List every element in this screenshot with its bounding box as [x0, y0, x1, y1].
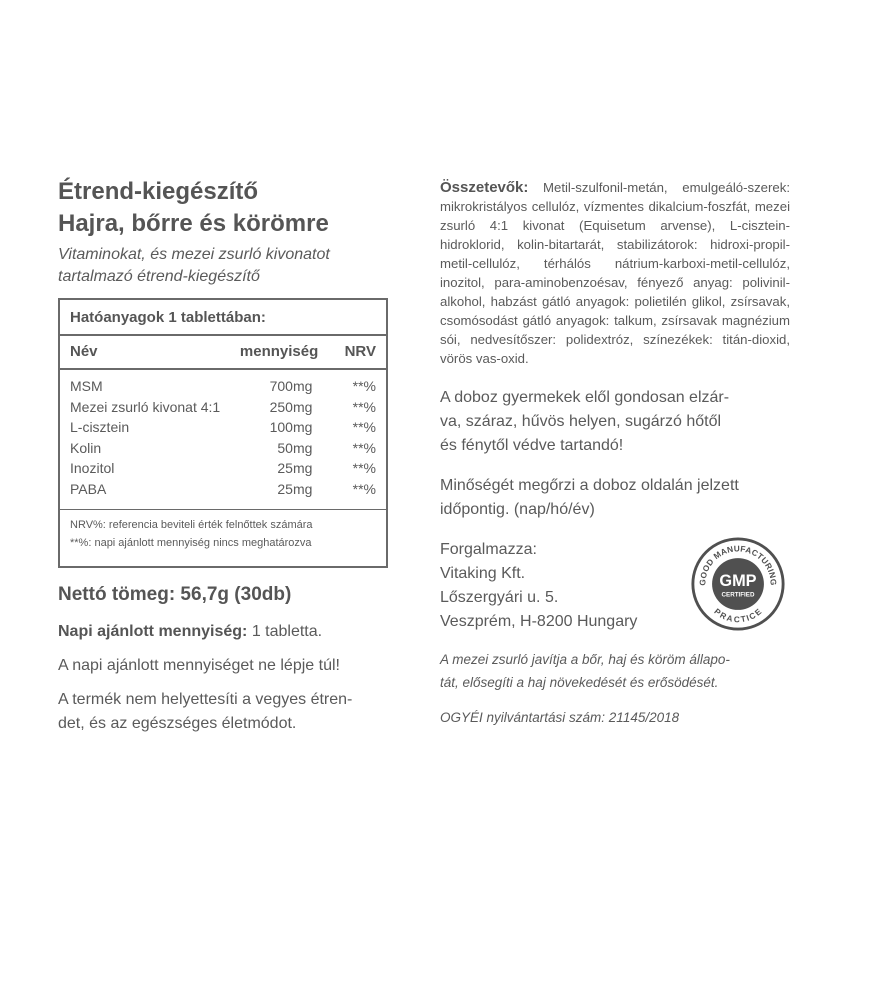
ingredient-name: PABA	[70, 480, 107, 497]
table-row	[70, 458, 376, 479]
dose-warning: A napi ajánlott mennyiséget ne lépje túl!	[58, 657, 340, 674]
disclaimer-line: det, és az egészséges életmódot.	[58, 715, 297, 732]
ingredient-nrv: **%	[352, 419, 376, 435]
ingredient-amount: 25mg	[277, 480, 313, 497]
table-row	[70, 417, 376, 438]
storage-line: A doboz gyermekek elől gondosan elzár-	[440, 389, 730, 406]
best-before-line: Minőségét megőrzi a doboz oldalán jelzett	[440, 477, 739, 494]
seal-bottom-text: PRACTICE	[712, 606, 764, 625]
net-weight: Nettó tömeg: 56,7g (30db)	[58, 584, 292, 605]
storage-line: va, száraz, hűvös helyen, sugárzó hőtől	[440, 413, 722, 430]
storage-instructions	[440, 386, 790, 458]
active-ingredients-box	[58, 298, 388, 568]
ingredient-amount: 700mg	[269, 378, 313, 394]
best-before-line: időpontig. (nap/hó/év)	[440, 501, 595, 518]
ingredients-text	[440, 178, 790, 368]
seal-certified-text: CERTIFIED	[721, 591, 755, 599]
daily-dose-value: 1 tabletta.	[247, 623, 323, 640]
ingredient-nrv: **%	[352, 460, 376, 476]
health-claim-line: A mezei zsurló javítja a bőr, haj és köröm állapo-	[440, 652, 730, 667]
ingredient-nrv: **%	[352, 398, 376, 415]
distributor-city: Veszprém, H-8200 Hungary	[440, 613, 638, 630]
active-ingredients-title: Hatóanyagok 1 tablettában:	[70, 309, 266, 326]
health-claim	[440, 648, 790, 694]
seal-top-text: GOOD MANUFACTURING	[698, 544, 778, 586]
disclaimer	[58, 688, 408, 736]
product-subtitle-line2: tartalmazó étrend-kiegészítő	[58, 268, 260, 285]
disclaimer-line: A termék nem helyettesíti a vegyes étren-	[58, 691, 353, 708]
ingredient-name: Inozitol	[70, 460, 115, 476]
divider	[60, 334, 386, 336]
daily-dose-label: Napi ajánlott mennyiség:	[58, 623, 248, 640]
ingredient-name: Kolin	[70, 439, 102, 456]
ingredient-amount: 25mg	[277, 460, 313, 476]
distributor-street: Lőszergyári u. 5.	[440, 589, 559, 606]
storage-line: és fénytől védve tartandó!	[440, 437, 624, 454]
product-title-line1: Étrend-kiegészítő	[58, 178, 259, 205]
ingredient-amount: 250mg	[269, 398, 313, 415]
seal-gmp-text: GMP	[719, 571, 757, 590]
header-name: Név	[70, 343, 98, 360]
ingredient-nrv: **%	[352, 378, 376, 394]
product-subtitle-line1: Vitaminokat, és mezei zsurló kivonatot	[58, 246, 330, 263]
ingredients-list: Metil-szulfonil-metán, emulgeáló-szerek: mikrokristályos cellulóz, vízmentes dikalcium-foszfát, mezei zsurló 4:1 kivonat (Equisetum arvense), L-cisztein-hidroklorid, kolin-bitartarát, stabilizátorok: hidroxi-propil-metil-cellulóz, térhálós nátrium-karboxi-metil-cellulóz, inozitol, para-aminobenzoésav, fényező anyag: polivinil-alkohol, habzást gátló anyagok: polietilén glikol, zsírsavak, csomósodást gátló anyagok: talkum, zsírsavak magnézium sói, nedvesítőszer: polidextróz, színezékek: titán-dioxid, vörös vas-oxid.	[440, 180, 790, 366]
registration-number: OGYÉI nyilvántartási szám: 21145/2018	[440, 710, 680, 725]
ingredient-amount: 100mg	[269, 419, 313, 435]
ingredient-name: Mezei zsurló kivonat 4:1	[70, 398, 221, 415]
header-amount: mennyiség	[239, 343, 319, 360]
table-row	[70, 479, 376, 500]
ingredient-name: L-cisztein	[70, 419, 130, 435]
table-row	[70, 376, 376, 397]
table-row	[70, 397, 376, 418]
best-before	[440, 474, 790, 522]
daily-dose	[58, 620, 408, 644]
left-column	[58, 176, 408, 736]
ingredient-amount: 50mg	[277, 439, 313, 456]
right-column	[440, 178, 790, 729]
distributor-label: Forgalmazza:	[440, 541, 537, 558]
ingredient-nrv: **%	[352, 439, 376, 456]
divider	[60, 368, 386, 370]
gmp-certified-seal-icon	[690, 536, 786, 632]
table-header	[70, 340, 376, 364]
distributor-name: Vitaking Kft.	[440, 565, 526, 582]
table-row	[70, 438, 376, 459]
header-nrv: NRV	[344, 343, 376, 360]
divider	[60, 509, 386, 510]
ingredient-nrv: **%	[352, 480, 376, 497]
ingredients-label: Összetevők:	[440, 179, 529, 196]
ingredient-name: MSM	[70, 378, 103, 394]
nrv-note: **%: napi ajánlott mennyiség nincs meghatározva	[70, 537, 312, 549]
product-title-line2: Hajra, bőrre és körömre	[58, 210, 329, 237]
nrv-note: NRV%: referencia beviteli érték felnőttek számára	[70, 519, 313, 531]
health-claim-line: tát, elősegíti a haj növekedését és erősödését.	[440, 675, 719, 690]
